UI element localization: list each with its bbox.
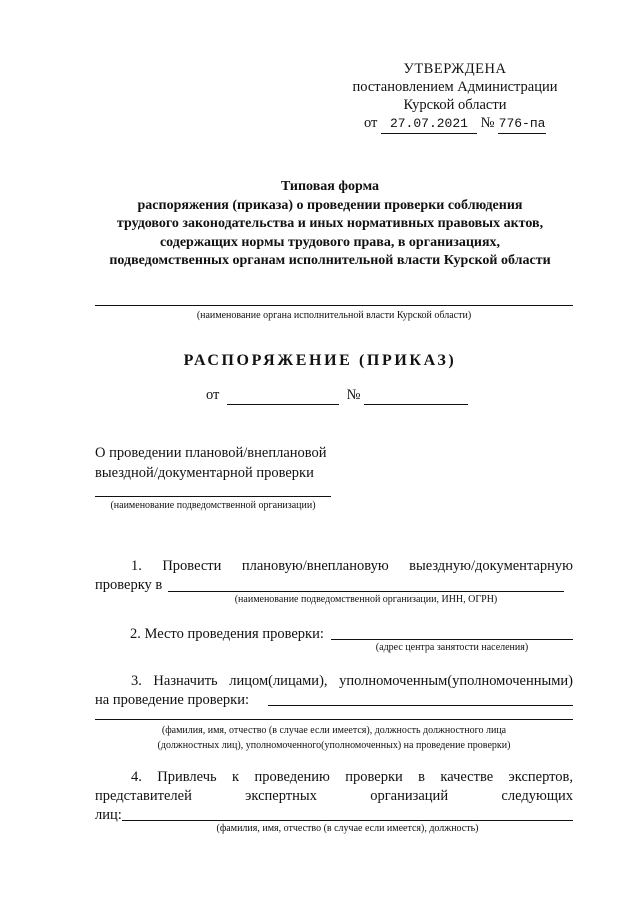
item4-line-3: лиц: (95, 807, 122, 823)
item3-person-line-2[interactable] (95, 719, 573, 720)
item4-experts-line[interactable] (122, 820, 573, 821)
item2-address-line[interactable] (331, 639, 573, 640)
subject-organization-caption: (наименование подведомственной организации) (110, 500, 316, 511)
item4-caption: (фамилия, имя, отчество (в случае если имеется), должность) (216, 823, 479, 834)
document-date-field[interactable] (227, 390, 339, 405)
approval-title: УТВЕРЖДЕНА (403, 61, 507, 77)
item1-caption: (наименование подведомственной организации, ИНН, ОГРН) (234, 594, 498, 605)
item3-line-1: 3. Назначить лицом(лицами), уполномоченным(уполномоченными) (131, 673, 573, 689)
heading-line-4: содержащих нормы трудового права, в организациях, (159, 234, 501, 250)
document-number-label: № (346, 387, 361, 403)
item3-caption (95, 723, 573, 753)
heading-line-3: трудового законодательства и иных нормативных правовых актов, (116, 216, 544, 231)
item3-caption-2: (должностных лиц), уполномоченного(уполномоченных) на проведение проверки) (157, 740, 511, 751)
item3-line-2: на проведение проверки: (95, 692, 250, 708)
subject-line-2: выездной/документарной проверки (95, 465, 314, 481)
subject-line-1: О проведении плановой/внеплановой (95, 445, 327, 461)
item4-line-1: 4. Привлечь к проведению проверки в качестве экспертов, (131, 769, 573, 785)
authority-blank-line[interactable] (95, 305, 573, 306)
document-title: РАСПОРЯЖЕНИЕ (ПРИКАЗ) (183, 352, 457, 369)
authority-caption: (наименование органа исполнительной власти Курской области) (196, 310, 472, 321)
item2-text: 2. Место проведения проверки: (130, 626, 324, 642)
item1-line-1: 1. Провести плановую/внеплановую выездную/документарную (131, 558, 573, 574)
document-date-number (206, 385, 476, 405)
approval-number-label: № (480, 115, 495, 131)
approval-line-1: постановлением Администрации (352, 79, 558, 95)
document-date-label: от (206, 387, 220, 403)
heading-line-1: Типовая форма (280, 179, 380, 194)
subject-organization-line[interactable] (95, 496, 331, 497)
subject-block (95, 443, 425, 483)
item1-organization-line[interactable] (168, 591, 564, 592)
item4-line-2: представителей экспертных организаций следующих (95, 788, 573, 804)
approval-line-2: Курской области (403, 97, 507, 113)
item3-person-line-1[interactable] (268, 705, 573, 706)
item2-caption: (адрес центра занятости населения) (375, 642, 529, 653)
approval-date-line (300, 114, 610, 134)
heading-line-5: подведомственных органам исполнительной власти Курской области (109, 253, 551, 268)
form-heading (80, 178, 580, 271)
heading-line-2: распоряжения (приказа) о проведении проверки соблюдения (137, 197, 523, 213)
document-number-field[interactable] (364, 390, 468, 405)
approval-from-label: от (363, 115, 378, 131)
approval-number: 776-па (498, 115, 546, 134)
approval-block (300, 60, 610, 134)
item3-caption-1: (фамилия, имя, отчество (в случае если имеется), должность должностного лица (161, 725, 507, 736)
item1-line-2: проверку в (95, 577, 163, 593)
approval-date: 27.07.2021 (381, 115, 477, 134)
